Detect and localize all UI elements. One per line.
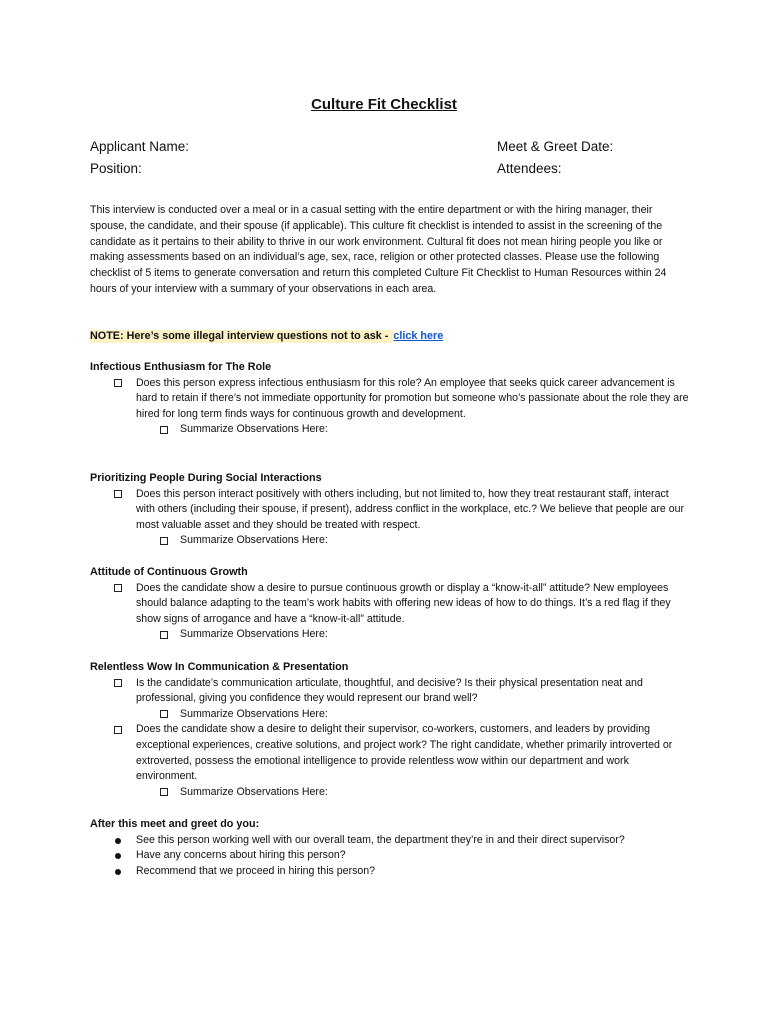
section-title: Attitude of Continuous Growth [90, 566, 248, 578]
bullet-icon [115, 869, 121, 875]
summarize-label: Summarize Observations Here: [180, 423, 328, 436]
meet-greet-date-label: Meet & Greet Date: [497, 139, 614, 154]
checklist-item [90, 581, 690, 628]
summarize-item [90, 533, 690, 549]
bullet-item [90, 864, 690, 880]
checkbox[interactable] [114, 379, 122, 387]
section-communication [90, 660, 690, 800]
section-growth [90, 565, 690, 643]
summarize-item [90, 785, 690, 801]
summarize-label: Summarize Observations Here: [180, 534, 328, 547]
bullet-item [90, 833, 690, 849]
section-title: Prioritizing People During Social Interactions [90, 472, 322, 484]
click-here-link[interactable]: click here [393, 330, 444, 342]
position-label: Position: [90, 161, 142, 176]
intro-paragraph: This interview is conducted over a meal or in a casual setting with the entire department or with the hiring manager, their spouse, the candidate, and their spouse (if applicable). This culture fit checklist is intended to assist in the screening of the candidate as it pertains to their ability to thrive in our work environment. Cultural fit does not mean hiring people you like or making assessments based on an individual’s age, sex, race, religion or other protected classes. Please use the following checklist of 5 items to generate conversation and return this completed Culture Fit Checklist to Human Resources within 24 hours of your interview with a summary of your observations in each area. [90, 204, 667, 295]
section-title: Infectious Enthusiasm for The Role [90, 361, 272, 373]
bullet-icon [115, 853, 121, 859]
section-people [90, 471, 690, 549]
bullet-text: Have any concerns about hiring this person? [136, 849, 346, 862]
note-line [90, 328, 443, 344]
section-after [90, 817, 690, 879]
checklist-item [90, 376, 690, 423]
bullet-text: Recommend that we proceed in hiring this person? [136, 864, 376, 877]
checkbox[interactable] [160, 537, 168, 545]
note-text: NOTE: Here’s some illegal interview questions not to ask - [90, 330, 392, 342]
section-title: Relentless Wow In Communication & Presentation [90, 661, 349, 673]
summarize-item [90, 627, 690, 643]
document-title: Culture Fit Checklist [311, 96, 457, 113]
checkbox[interactable] [160, 710, 168, 718]
bullet-icon [115, 838, 121, 844]
checklist-item [90, 676, 690, 707]
checkbox[interactable] [114, 584, 122, 592]
bullet-text: See this person working well with our overall team, the department they’re in and their direct supervisor? [136, 833, 625, 846]
summarize-label: Summarize Observations Here: [180, 628, 328, 641]
bullet-item [90, 848, 690, 864]
checklist-item-text: Does this person interact positively with others including, but not limited to, how they treat restaurant staff, interact with others (including their spouse, if present), address conflict in the workplace, etc.? We believe that people are our most valuable asset and they should be treated with respect. [136, 487, 685, 531]
summarize-item [90, 707, 690, 723]
applicant-name-label: Applicant Name: [90, 139, 190, 154]
checkbox[interactable] [160, 788, 168, 796]
attendees-label: Attendees: [497, 161, 562, 176]
checklist-item-text: Does the candidate show a desire to delight their supervisor, co-workers, customers, and leaders by providing exceptional experiences, creative solutions, and project work? The right candidate, whether primarily introverted or extroverted, possess the emotional intelligence to provide relentless wow within our department and work environment. [136, 723, 673, 783]
checklist-item-text: Does the candidate show a desire to pursue continuous growth or display a “know-it-all” attitude? New employees should balance adapting to the team’s work habits with offering new ideas of how to do things. It’s a red flag if they show signs of arrogance and have a “know-it-all” attitude. [136, 581, 671, 625]
checklist-item-text: Is the candidate’s communication articulate, thoughtful, and decisive? Is their physical presentation neat and professional, giving you confidence they would represent our brand well? [136, 676, 643, 705]
checklist-item-text: Does this person express infectious enthusiasm for this role? An employee that seeks quick career advancement is hard to retain if there’s not immediate opportunity for promotion but someone who’s passionate about the role they are hired for long term finds ways for continuous growth and development. [136, 376, 689, 420]
checkbox[interactable] [114, 490, 122, 498]
checklist-item [90, 722, 690, 784]
checkbox[interactable] [160, 426, 168, 434]
section-title: After this meet and greet do you: [90, 818, 260, 830]
checkbox[interactable] [160, 631, 168, 639]
checkbox[interactable] [114, 679, 122, 687]
checkbox[interactable] [114, 726, 122, 734]
section-enthusiasm [90, 360, 690, 438]
checklist-item [90, 487, 690, 534]
summarize-label: Summarize Observations Here: [180, 707, 328, 720]
summarize-label: Summarize Observations Here: [180, 785, 328, 798]
summarize-item [90, 422, 690, 438]
